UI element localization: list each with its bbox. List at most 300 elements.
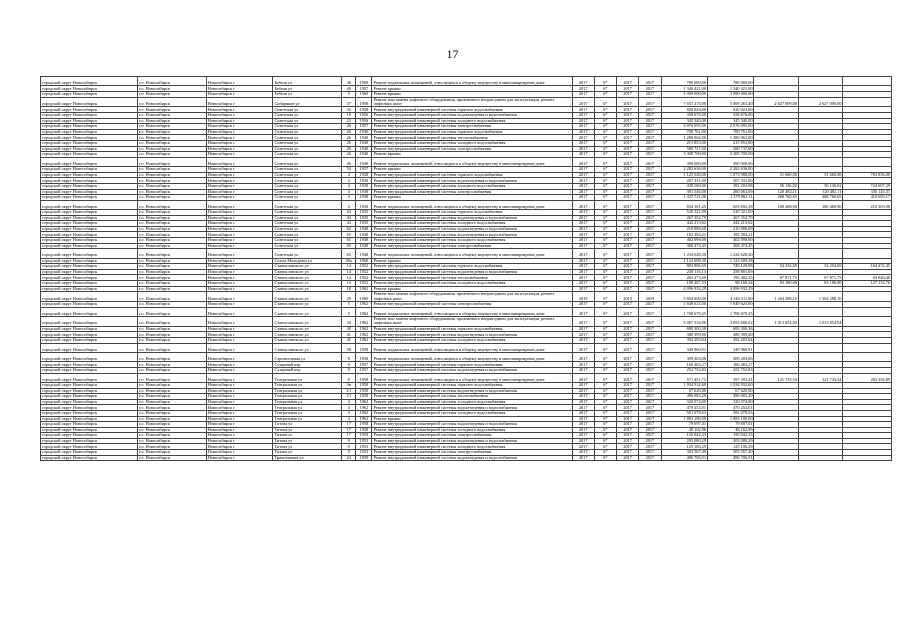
plan-year-cell: 2017	[572, 405, 594, 411]
house-cell: 34	[342, 316, 356, 326]
start-year-cell: 2017	[617, 281, 639, 287]
city-cell: Новосибирск г	[206, 410, 273, 416]
fund-cell: 749 128,98	[707, 264, 753, 270]
month-cell: 6*	[594, 367, 616, 373]
end-year-cell: 2017	[639, 264, 661, 270]
start-year-cell: 2017	[617, 243, 639, 249]
city-cell: Новосибирск г	[206, 118, 273, 124]
city-cell: Новосибирск г	[206, 195, 273, 201]
cost-cell: 1 437 721,00	[661, 195, 707, 201]
extra1-cell: 56 136,02	[754, 183, 798, 189]
work-cell: Ремонт или замена лифтового оборудования, признанного непригодным для эксплуатации, ремонт лифтовых шахт	[372, 97, 572, 107]
house-cell: 9	[342, 373, 356, 382]
month-cell: 6*	[594, 232, 616, 238]
year-cell: 1953	[356, 444, 372, 450]
year-cell: 1953	[356, 438, 372, 444]
start-year-cell: 2017	[617, 316, 639, 326]
cost-cell: 390 000,00	[661, 157, 707, 166]
district-cell: городской округ Новосибирск	[41, 221, 138, 227]
fund-cell: 252 752,83	[707, 367, 753, 373]
start-year-cell: 2017	[617, 275, 639, 281]
fund-cell: 267 352,79	[707, 215, 753, 221]
city-cell: Новосибирск г	[206, 399, 273, 405]
house-cell: 26а	[342, 258, 356, 264]
extra1-cell	[754, 157, 798, 166]
settlement-cell: г.о. Новосибирск	[138, 405, 207, 411]
house-cell: 24	[342, 455, 356, 461]
start-year-cell: 2017	[617, 200, 639, 209]
cost-cell: 358 676,00	[661, 112, 707, 118]
year-cell: 1962	[356, 416, 372, 422]
work-cell: Ремонт крыши	[372, 91, 572, 97]
month-cell: 6*	[594, 438, 616, 444]
start-year-cell: 2017	[617, 195, 639, 201]
city-cell: Новосибирск г	[206, 77, 273, 86]
settlement-cell: г.о. Новосибирск	[138, 178, 207, 184]
year-cell: 1948	[356, 232, 372, 238]
work-cell: Ремонт внутридомовой инженерной системы водоотведения и водоснабжения	[372, 112, 572, 118]
month-cell: 6*	[594, 362, 616, 368]
street-cell: Титова ул	[273, 444, 342, 450]
month-cell: 6*	[594, 178, 616, 184]
extra3-cell	[843, 97, 892, 107]
work-cell: Ремонт внутридомовой инженерной системы холодного водоснабжения	[372, 399, 572, 405]
settlement-cell: г.о. Новосибирск	[138, 422, 207, 428]
start-year-cell: 2017	[617, 399, 639, 405]
settlement-cell: г.о. Новосибирск	[138, 112, 207, 118]
settlement-cell: г.о. Новосибирск	[138, 450, 207, 456]
start-year-cell: 2017	[617, 226, 639, 232]
settlement-cell: г.о. Новосибирск	[138, 129, 207, 135]
end-year-cell: 2017	[639, 307, 661, 316]
plan-year-cell: 2017	[572, 316, 594, 326]
year-cell: 1962	[356, 316, 372, 326]
start-year-cell: 2017	[617, 332, 639, 338]
city-cell: Новосибирск г	[206, 352, 273, 361]
year-cell: 1962	[356, 405, 372, 411]
year-cell: 1962	[356, 337, 372, 343]
extra2-cell: 56 136,02	[798, 183, 842, 189]
work-cell: Ремонт внутридомовой инженерной системы горячего водоснабжения	[372, 210, 572, 216]
house-cell: 26	[342, 124, 356, 130]
end-year-cell: 2017	[639, 422, 661, 428]
month-cell: 6*	[594, 195, 616, 201]
end-year-cell: 2017	[639, 450, 661, 456]
year-cell: 1940	[356, 152, 372, 158]
house-cell: 26	[342, 135, 356, 141]
month-cell: 6*	[594, 410, 616, 416]
start-year-cell: 2017	[617, 124, 639, 130]
settlement-cell: г.о. Новосибирск	[138, 200, 207, 209]
start-year-cell: 2017	[617, 238, 639, 244]
year-cell: 1958	[356, 422, 372, 428]
fund-cell: 820 023,00	[707, 107, 753, 113]
house-cell: 65	[342, 243, 356, 249]
street-cell: Советская ул	[273, 243, 342, 249]
start-year-cell: 2017	[617, 157, 639, 166]
month-cell: 6*	[594, 337, 616, 343]
settlement-cell: г.о. Новосибирск	[138, 373, 207, 382]
settlement-cell: г.о. Новосибирск	[138, 281, 207, 287]
cost-cell: 496 706,51	[661, 455, 707, 461]
settlement-cell: г.о. Новосибирск	[138, 157, 207, 166]
cost-cell: 571 451,71	[661, 373, 707, 382]
end-year-cell: 2017	[639, 129, 661, 135]
house-cell: 4	[342, 416, 356, 422]
start-year-cell: 2017	[617, 450, 639, 456]
fund-cell: 2 076 095,00	[707, 124, 753, 130]
year-cell: 1958	[356, 107, 372, 113]
city-cell: Новосибирск г	[206, 332, 273, 338]
table-row	[41, 455, 892, 461]
year-cell: 1952	[356, 269, 372, 275]
district-cell: городской округ Новосибирск	[41, 189, 138, 195]
plan-year-cell: 2017	[572, 269, 594, 275]
month-cell: 6*	[594, 112, 616, 118]
month-cell: 6*	[594, 91, 616, 97]
extra3-cell: 164 472,45	[843, 264, 892, 270]
street-cell: Советская ул	[273, 195, 342, 201]
work-cell: Ремонт внутридомовой инженерной системы горячего водоснабжения	[372, 129, 572, 135]
plan-year-cell: 2017	[572, 124, 594, 130]
city-cell: Новосибирск г	[206, 302, 273, 308]
year-cell: 1953	[356, 450, 372, 456]
fund-cell: 1 034 932,60	[707, 382, 753, 388]
cost-cell: 267 352,79	[661, 215, 707, 221]
street-cell: Станиславского ул	[273, 286, 342, 292]
district-cell: городской округ Новосибирск	[41, 286, 138, 292]
cost-cell: 263 273,00	[661, 275, 707, 281]
district-cell: городской округ Новосибирск	[41, 281, 138, 287]
house-cell: 23	[342, 118, 356, 124]
plan-year-cell: 2017	[572, 146, 594, 152]
settlement-cell: г.о. Новосибирск	[138, 183, 207, 189]
extra1-cell	[754, 455, 798, 461]
house-cell: 44	[342, 215, 356, 221]
start-year-cell: 2017	[617, 337, 639, 343]
plan-year-cell: 2017	[572, 140, 594, 146]
year-cell: 1938	[356, 183, 372, 189]
street-cell: Союза Молодежи ул	[273, 258, 342, 264]
extra1-cell: 67 871,75	[754, 275, 798, 281]
end-year-cell: 2017	[639, 388, 661, 394]
house-cell: 8	[342, 352, 356, 361]
year-cell: 1962	[356, 410, 372, 416]
end-year-cell: 2017	[639, 124, 661, 130]
fund-cell: 520 321,00	[707, 210, 753, 216]
end-year-cell: 2017	[639, 326, 661, 332]
plan-year-cell: 2017	[572, 157, 594, 166]
fund-cell: 358 676,00	[707, 112, 753, 118]
month-cell: 6*	[594, 249, 616, 258]
district-cell: городской округ Новосибирск	[41, 129, 138, 135]
plan-year-cell: 2017	[572, 112, 594, 118]
cost-cell: 67 620,00	[661, 388, 707, 394]
settlement-cell: г.о. Новосибирск	[138, 264, 207, 270]
end-year-cell: 2017	[639, 232, 661, 238]
year-cell: 1958	[356, 382, 372, 388]
city-cell: Новосибирск г	[206, 275, 273, 281]
month-cell: 6*	[594, 264, 616, 270]
fund-cell: 1 340 421,00	[707, 86, 753, 92]
end-year-cell: 2017	[639, 221, 661, 227]
city-cell: Новосибирск г	[206, 450, 273, 456]
house-cell: 41	[342, 337, 356, 343]
end-year-cell: 2017	[639, 249, 661, 258]
settlement-cell: г.о. Новосибирск	[138, 292, 207, 302]
city-cell: Новосибирск г	[206, 243, 273, 249]
extra1-cell	[754, 249, 798, 258]
settlement-cell: г.о. Новосибирск	[138, 226, 207, 232]
plan-year-cell: 2017	[572, 107, 594, 113]
start-year-cell: 2017	[617, 249, 639, 258]
district-cell: городской округ Новосибирск	[41, 112, 138, 118]
month-cell: 6*	[594, 129, 616, 135]
settlement-cell: г.о. Новосибирск	[138, 316, 207, 326]
district-cell: городской округ Новосибирск	[41, 77, 138, 86]
fund-cell: 48 162,96	[707, 427, 753, 433]
extra2-cell	[798, 157, 842, 166]
year-cell: 1952	[356, 264, 372, 270]
month-cell: 6*	[594, 215, 616, 221]
year-cell: 1957	[356, 86, 372, 92]
house-cell: 65	[342, 238, 356, 244]
end-year-cell: 2017	[639, 157, 661, 166]
cost-cell: 320 074,00	[661, 399, 707, 405]
district-cell: городской округ Новосибирск	[41, 124, 138, 130]
start-year-cell: 2017	[617, 382, 639, 388]
district-cell: городской округ Новосибирск	[41, 455, 138, 461]
table-row	[41, 157, 892, 166]
extra1-cell: 120 482,11	[754, 189, 798, 195]
city-cell: Новосибирск г	[206, 232, 273, 238]
work-cell: Ремонт или замена лифтового оборудования, признанного непригодным для эксплуатации, ремонт лифтовых шахт	[372, 316, 572, 326]
year-cell: 1956	[356, 112, 372, 118]
table-row	[41, 249, 892, 258]
fund-cell: 1 123 609,38	[707, 258, 753, 264]
year-cell: 1940	[356, 140, 372, 146]
start-year-cell: 2017	[617, 146, 639, 152]
start-year-cell: 2017	[617, 118, 639, 124]
plan-year-cell: 2017	[572, 326, 594, 332]
house-cell: 29	[342, 292, 356, 302]
extra2-cell: 67 871,75	[798, 275, 842, 281]
settlement-cell: г.о. Новосибирск	[138, 302, 207, 308]
cost-cell: 820 023,00	[661, 107, 707, 113]
house-cell: 58	[342, 343, 356, 352]
plan-year-cell: 2017	[572, 332, 594, 338]
year-cell: 1956	[356, 118, 372, 124]
extra2-cell: 120 482,11	[798, 189, 842, 195]
fund-cell: 3 090 000,00	[707, 91, 753, 97]
fund-cell: 345 340,00	[707, 118, 753, 124]
fund-cell: 150 042,33	[707, 433, 753, 439]
extra2-cell: 121 733,54	[798, 373, 842, 382]
house-cell: 26	[342, 152, 356, 158]
street-cell: Театральная ул	[273, 410, 342, 416]
district-cell: городской округ Новосибирск	[41, 146, 138, 152]
street-cell: Станиславского ул	[273, 292, 342, 302]
work-cell: Ремонт внутридомовой инженерной системы электроснабжения	[372, 189, 572, 195]
extra1-cell: 54 254,69	[754, 264, 798, 270]
start-year-cell: 2017	[617, 183, 639, 189]
year-cell: 1962	[356, 326, 372, 332]
settlement-cell: г.о. Новосибирск	[138, 221, 207, 227]
city-cell: Новосибирск г	[206, 124, 273, 130]
start-year-cell: 2017	[617, 221, 639, 227]
settlement-cell: г.о. Новосибирск	[138, 140, 207, 146]
plan-year-cell: 2017	[572, 195, 594, 201]
house-cell: 4	[342, 200, 356, 209]
street-cell: Советская ул	[273, 140, 342, 146]
fund-cell: 4 340 311,90	[707, 292, 753, 302]
month-cell: 6*	[594, 258, 616, 264]
work-cell: Ремонт внутридомовой инженерной системы горячего водоснабжения	[372, 172, 572, 178]
end-year-cell: 2017	[639, 362, 661, 368]
fund-cell: 1 883 180,00	[707, 416, 753, 422]
fund-cell: 442 213,62	[707, 221, 753, 227]
cost-cell: 4 096 932,29	[661, 286, 707, 292]
work-cell: Ремонт внутридомовой инженерной системы водоотведения и водоснабжения	[372, 232, 572, 238]
district-cell: городской округ Новосибирск	[41, 172, 138, 178]
end-year-cell: 2017	[639, 243, 661, 249]
start-year-cell: 2017	[617, 367, 639, 373]
cost-cell: 182 394,21	[661, 232, 707, 238]
house-cell: 41	[342, 332, 356, 338]
end-year-cell: 2017	[639, 146, 661, 152]
fund-cell: 207 331,00	[707, 178, 753, 184]
extra3-cell	[843, 316, 892, 326]
start-year-cell: 2017	[617, 422, 639, 428]
work-cell: Ремонт подвальных помещений, относящихся к общему имуществу в многоквартирном доме	[372, 373, 572, 382]
house-cell: 26	[342, 140, 356, 146]
month-cell: 6*	[594, 221, 616, 227]
start-year-cell: 2017	[617, 112, 639, 118]
plan-year-cell: 2017	[572, 286, 594, 292]
start-year-cell: 2017	[617, 455, 639, 461]
street-cell: Сухарный пер	[273, 362, 342, 368]
fund-cell: 496 706,51	[707, 455, 753, 461]
fund-cell: 1 073 980,00	[707, 172, 753, 178]
fund-cell: 67 620,00	[707, 388, 753, 394]
end-year-cell: 2017	[639, 281, 661, 287]
table-row	[41, 77, 892, 86]
start-year-cell: 2017	[617, 388, 639, 394]
work-cell: Ремонт внутридомовой инженерной системы теплоснабжения	[372, 394, 572, 400]
district-cell: городской округ Новосибирск	[41, 410, 138, 416]
work-cell: Ремонт внутридомовой инженерной системы холодного водоснабжения	[372, 183, 572, 189]
extra3-cell: 410 693,17	[843, 195, 892, 201]
fund-cell: 392 203,64	[707, 337, 753, 343]
settlement-cell: г.о. Новосибирск	[138, 118, 207, 124]
street-cell: Советская ул	[273, 146, 342, 152]
house-cell: 5	[342, 302, 356, 308]
month-cell: 6*	[594, 332, 616, 338]
cost-cell: 7 637 270,00	[661, 97, 707, 107]
city-cell: Новосибирск г	[206, 416, 273, 422]
city-cell: Новосибирск г	[206, 292, 273, 302]
city-cell: Новосибирск г	[206, 97, 273, 107]
street-cell: Театральная ул	[273, 405, 342, 411]
fund-cell: 125 106,29	[707, 444, 753, 450]
street-cell: Театральная ул	[273, 399, 342, 405]
settlement-cell: г.о. Новосибирск	[138, 210, 207, 216]
street-cell: Станиславского ул	[273, 264, 342, 270]
end-year-cell: 2017	[639, 394, 661, 400]
house-cell: 4	[342, 410, 356, 416]
plan-year-cell: 2017	[572, 399, 594, 405]
district-cell: городской округ Новосибирск	[41, 243, 138, 249]
street-cell: Советская ул	[273, 112, 342, 118]
extra2-cell: 83 180,00	[798, 281, 842, 287]
end-year-cell: 2017	[639, 210, 661, 216]
work-cell: Ремонт внутридомовой инженерной системы холодного водоснабжения	[372, 238, 572, 244]
district-cell: городской округ Новосибирск	[41, 450, 138, 456]
work-cell: Ремонт внутридомовой инженерной системы электроснабжения	[372, 146, 572, 152]
start-year-cell: 2017	[617, 307, 639, 316]
house-cell: 17	[342, 422, 356, 428]
street-cell: Советская ул	[273, 189, 342, 195]
work-cell: Ремонт крыши	[372, 152, 572, 158]
extra2-cell	[798, 307, 842, 316]
city-cell: Новосибирск г	[206, 91, 273, 97]
plan-year-cell: 2017	[572, 86, 594, 92]
street-cell: Театральная ул	[273, 416, 342, 422]
plan-year-cell: 2017	[572, 226, 594, 232]
start-year-cell: 2017	[617, 86, 639, 92]
start-year-cell: 2017	[617, 326, 639, 332]
settlement-cell: г.о. Новосибирск	[138, 107, 207, 113]
district-cell: городской округ Новосибирск	[41, 264, 138, 270]
extra3-cell	[843, 343, 892, 352]
city-cell: Новосибирск г	[206, 140, 273, 146]
fund-cell: 1 234 628,30	[707, 249, 753, 258]
month-cell: 6*	[594, 399, 616, 405]
district-cell: городской округ Новосибирск	[41, 157, 138, 166]
start-year-cell: 2017	[617, 433, 639, 439]
end-year-cell: 2017	[639, 269, 661, 275]
house-cell: 14	[342, 264, 356, 270]
month-cell: 6*	[594, 455, 616, 461]
end-year-cell: 2017	[639, 286, 661, 292]
plan-year-cell: 2017	[572, 422, 594, 428]
extra1-cell: 1 013 854,94	[754, 316, 798, 326]
house-cell: 14	[342, 281, 356, 287]
year-cell: 1938	[356, 178, 372, 184]
street-cell: Советская ул	[273, 178, 342, 184]
house-cell: 14	[342, 269, 356, 275]
city-cell: Новосибирск г	[206, 167, 273, 173]
street-cell: Станиславского ул	[273, 326, 342, 332]
extra2-cell: 54 254,69	[798, 264, 842, 270]
year-cell: 1957	[356, 367, 372, 373]
work-cell: Ремонт подвальных помещений, относящихся к общему имуществу в многоквартирном доме	[372, 200, 572, 209]
cost-cell: 1 034 932,60	[661, 382, 707, 388]
plan-year-cell: 2017	[572, 394, 594, 400]
year-cell: 1940	[356, 135, 372, 141]
extra2-cell: 268 760,65	[798, 195, 842, 201]
year-cell: 1957	[356, 124, 372, 130]
district-cell: городской округ Новосибирск	[41, 307, 138, 316]
district-cell: городской округ Новосибирск	[41, 215, 138, 221]
plan-year-cell: 2017	[572, 238, 594, 244]
month-cell: 6*	[594, 388, 616, 394]
city-cell: Новосибирск г	[206, 394, 273, 400]
work-cell: Ремонт внутридомовой инженерной системы водоотведения и водоснабжения	[372, 226, 572, 232]
work-cell: Ремонт внутридомовой инженерной системы холодного водоснабжения	[372, 410, 572, 416]
year-cell: 1960	[356, 258, 372, 264]
settlement-cell: г.о. Новосибирск	[138, 332, 207, 338]
